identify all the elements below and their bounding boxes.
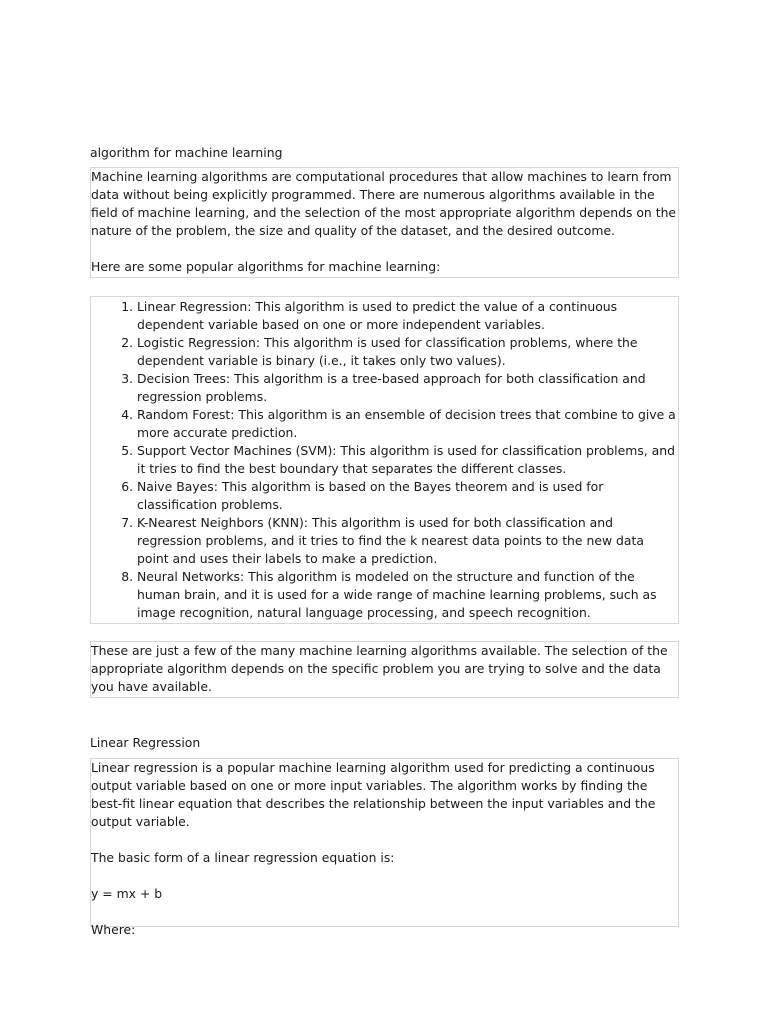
closing-text-block <box>90 641 679 698</box>
list-item: 3. Decision Trees: This algorithm is a tree-based approach for both classification and regression problems. <box>137 370 678 406</box>
list-item: 5. Support Vector Machines (SVM): This algorithm is used for classification problems, and it tries to find the best boundary that separates the different classes. <box>137 442 678 478</box>
list-item: 4. Random Forest: This algorithm is an ensemble of decision trees that combine to give a more accurate prediction. <box>137 406 678 442</box>
intro-text-block <box>90 167 679 278</box>
equation-text: y = mx + b <box>91 886 163 901</box>
section-heading-ml-algorithms: algorithm for machine learning <box>90 145 283 160</box>
list-item: 1. Linear Regression: This algorithm is used to predict the value of a continuous dependent variable based on one or more independent variables. <box>137 298 678 334</box>
list-lead-paragraph: Here are some popular algorithms for machine learning: <box>91 259 441 274</box>
where-label: Where: <box>91 922 136 937</box>
lr-intro-paragraph: Linear regression is a popular machine learning algorithm used for predicting a continuous output variable based on one or more input variables. The algorithm works by finding the best-fit linear equation that describes the relationship between the input variables and the output variable. <box>91 760 656 829</box>
intro-paragraph: Machine learning algorithms are computational procedures that allow machines to learn from data without being explicitly programmed. There are numerous algorithms available in the field of machine learning, and the selection of the most appropriate algorithm depends on the nature of the problem, the size and quality of the dataset, and the desired outcome. <box>91 169 677 238</box>
algorithm-list <box>91 298 678 622</box>
list-item: 6. Naive Bayes: This algorithm is based on the Bayes theorem and is used for classification problems. <box>137 478 678 514</box>
algorithm-list-block <box>90 296 679 624</box>
list-item: 7. K-Nearest Neighbors (KNN): This algorithm is used for both classification and regression problems, and it tries to find the k nearest data points to the new data point and uses their labels to make a prediction. <box>137 514 678 568</box>
list-item: 2. Logistic Regression: This algorithm is used for classification problems, where the dependent variable is binary (i.e., it takes only two values). <box>137 334 678 370</box>
list-item: 8. Neural Networks: This algorithm is modeled on the structure and function of the human brain, and it is used for a wide range of machine learning problems, such as image recognition, natural language processing, and speech recognition. <box>137 568 678 622</box>
linear-regression-text-block <box>90 758 679 937</box>
section-heading-linear-regression: Linear Regression <box>90 735 201 750</box>
closing-paragraph: These are just a few of the many machine learning algorithms available. The selection of the appropriate algorithm depends on the specific problem you are trying to solve and the data you have available. <box>91 643 668 694</box>
equation-lead-paragraph: The basic form of a linear regression equation is: <box>91 850 395 865</box>
